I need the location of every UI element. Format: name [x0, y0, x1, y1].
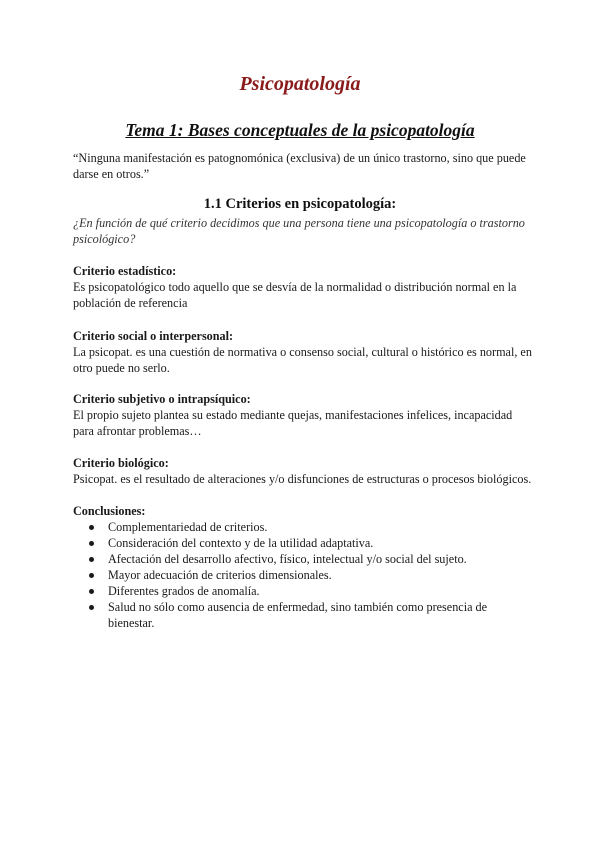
- bullet-icon: [89, 557, 94, 562]
- bullet-icon: [89, 605, 94, 610]
- guiding-question: ¿En función de qué criterio decidimos que una persona tiene una psicopatología o trastorno psicológico?: [73, 216, 525, 246]
- list-item: [73, 599, 533, 631]
- conclusions-list: [73, 519, 533, 631]
- list-item: [73, 551, 533, 567]
- list-item: [73, 519, 533, 535]
- list-item-text: Mayor adecuación de criterios dimensionales.: [108, 568, 332, 582]
- conclusions-title: Conclusiones:: [73, 504, 146, 518]
- criterion-body: Psicopat. es el resultado de alteraciones y/o disfunciones de estructuras o procesos biológicos.: [73, 472, 532, 486]
- bullet-icon: [89, 525, 94, 530]
- section-heading: 1.1 Criterios en psicopatología:: [203, 196, 397, 212]
- list-item: [73, 567, 533, 583]
- criterion-title: Criterio biológico:: [73, 456, 169, 470]
- criterion-biological: [73, 455, 533, 487]
- conclusions-section: [73, 503, 533, 631]
- criterion-title: Criterio estadístico:: [73, 264, 177, 278]
- criterion-body: La psicopat. es una cuestión de normativa o consenso social, cultural o histórico es normal, en otro puede no serlo.: [73, 345, 532, 375]
- list-item: [73, 583, 533, 599]
- criterion-subjective: [73, 391, 533, 439]
- list-item: [73, 535, 533, 551]
- bullet-icon: [89, 589, 94, 594]
- criterion-title: Criterio subjetivo o intrapsíquico:: [73, 392, 251, 406]
- bullet-icon: [89, 573, 94, 578]
- document-title: Psicopatología: [239, 73, 361, 95]
- list-item-text: Salud no sólo como ausencia de enfermedad, sino también como presencia de bienestar.: [108, 600, 488, 630]
- criterion-body: El propio sujeto plantea su estado mediante quejas, manifestaciones infelices, incapacidad para afrontar problemas…: [73, 408, 513, 438]
- criterion-title: Criterio social o interpersonal:: [73, 329, 234, 343]
- list-item-text: Diferentes grados de anomalía.: [108, 584, 260, 598]
- criterion-statistical: [73, 263, 533, 311]
- criterion-social: [73, 328, 533, 376]
- list-item-text: Afectación del desarrollo afectivo, físico, intelectual y/o social del sujeto.: [108, 552, 467, 566]
- list-item-text: Complementariedad de criterios.: [108, 520, 268, 534]
- list-item-text: Consideración del contexto y de la utilidad adaptativa.: [108, 536, 374, 550]
- intro-quote: “Ninguna manifestación es patognomónica (exclusiva) de un único trastorno, sino que puede darse en otros.”: [73, 151, 526, 181]
- criterion-body: Es psicopatológico todo aquello que se desvía de la normalidad o distribución normal en la población de referencia: [73, 280, 517, 310]
- bullet-icon: [89, 541, 94, 546]
- topic-title: Tema 1: Bases conceptuales de la psicopatología: [125, 120, 475, 140]
